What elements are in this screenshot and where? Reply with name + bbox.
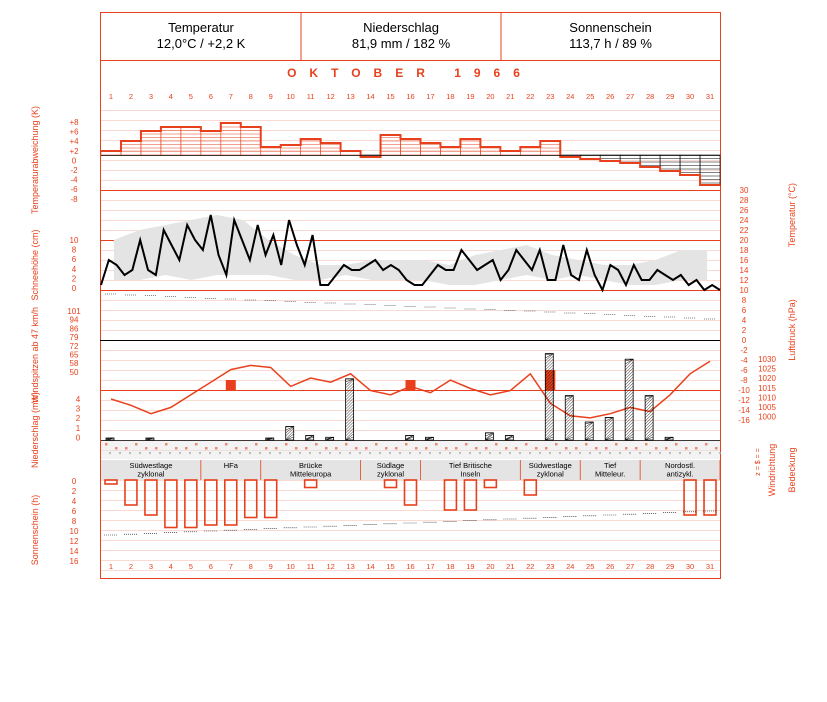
sunshine-bar xyxy=(225,480,237,525)
tick-anomaly: +8 xyxy=(69,118,79,127)
day-label-top: 11 xyxy=(306,92,315,101)
symbol-legend: z = $ = = xyxy=(755,448,762,476)
weather-type-line-2: Inseln xyxy=(460,469,481,479)
header-precipitation-title: Niederschlag xyxy=(363,20,439,35)
day-label-bottom: 20 xyxy=(486,562,495,571)
day-label-bottom: 24 xyxy=(566,562,575,571)
day-label-bottom: 10 xyxy=(286,562,295,571)
temperature-anomaly-panel xyxy=(101,123,720,185)
tick-temp-right: 24 xyxy=(739,216,749,225)
day-label-bottom: 30 xyxy=(685,562,695,571)
tick-sunshine: 4 xyxy=(71,497,77,506)
header-temperature xyxy=(101,12,301,60)
weather-type-line-1: Tief xyxy=(604,461,617,470)
anomaly-bar xyxy=(401,139,421,155)
day-label-bottom: 14 xyxy=(366,562,375,571)
day-label-bottom: 28 xyxy=(645,562,655,571)
tick-wind: 94 xyxy=(69,315,79,325)
day-label-bottom: 9 xyxy=(268,562,273,571)
tick-temp-right: 26 xyxy=(739,206,749,215)
pressure-panel xyxy=(111,361,710,418)
header-temperature-value: 12,0°C / +2,2 K xyxy=(156,36,246,51)
day-label-top: 15 xyxy=(386,92,395,101)
precip-hatch xyxy=(485,433,493,439)
sunshine-bar xyxy=(484,480,496,488)
day-label-bottom: 31 xyxy=(705,562,715,571)
day-label-top: 8 xyxy=(248,92,253,101)
day-label-bottom: 2 xyxy=(128,562,134,571)
weather-type-label xyxy=(224,461,239,470)
weather-type-line-2: zyklonal xyxy=(536,469,564,479)
tick-snow: 0 xyxy=(71,284,77,293)
anomaly-bar xyxy=(640,155,660,167)
day-label-top: 24 xyxy=(566,92,575,101)
day-label-top: 21 xyxy=(506,92,515,101)
ylabel-right-pressure: Luftdruck (hPa) xyxy=(787,299,797,361)
anomaly-bar xyxy=(281,145,301,155)
tick-temp-right-low: 4 xyxy=(741,316,747,325)
day-label-bottom: 29 xyxy=(665,562,675,571)
precip-bar xyxy=(625,359,633,440)
tick-sunshine: 0 xyxy=(71,477,77,486)
header-sunshine-title: Sonnenschein xyxy=(569,20,652,35)
tick-precip: 1 xyxy=(75,423,81,433)
day-label-top: 16 xyxy=(406,92,415,101)
ylabel-wind-gusts: Windspitzen ab 47 km/h xyxy=(30,306,40,404)
tick-wind: 58 xyxy=(69,359,79,369)
day-label-top: 18 xyxy=(446,92,455,101)
sunshine-bar xyxy=(464,480,476,510)
weather-type-line-1: Tief Britische xyxy=(448,461,492,470)
tick-snow: 4 xyxy=(71,264,77,274)
tick-precip: 3 xyxy=(75,404,81,414)
tick-temp-right: 30 xyxy=(739,186,749,195)
ylabel-sunshine: Sonnenschein (h) xyxy=(30,494,40,566)
day-label-top: 2 xyxy=(128,92,134,101)
sunshine-panel xyxy=(104,480,717,535)
day-label-bottom: 21 xyxy=(506,562,515,571)
day-label-top: 29 xyxy=(665,92,675,101)
tick-anomaly: +6 xyxy=(69,127,79,137)
day-label-top: 26 xyxy=(606,92,615,101)
anomaly-bar xyxy=(460,139,480,155)
weather-type-line-1: Brücke xyxy=(298,461,323,470)
day-label-bottom: 17 xyxy=(426,562,435,571)
weather-type-line-2: antizykl. xyxy=(666,469,694,479)
day-label-top: 27 xyxy=(625,92,635,101)
day-label-top: 3 xyxy=(148,92,154,101)
tick-wind: 101 xyxy=(67,307,81,316)
day-label-top: 30 xyxy=(685,92,695,101)
day-label-bottom: 7 xyxy=(228,562,233,571)
day-label-top: 28 xyxy=(645,92,655,101)
tick-pressure: 1005 xyxy=(758,403,776,412)
day-label-bottom: 22 xyxy=(526,562,535,571)
tick-pressure: 1020 xyxy=(758,374,776,384)
tick-anomaly: -2 xyxy=(70,166,78,175)
weather-type-line-1: Südlage xyxy=(376,461,405,470)
anomaly-bar xyxy=(321,143,341,155)
day-label-bottom: 6 xyxy=(208,562,213,571)
sunshine-bar xyxy=(145,480,157,515)
day-label-bottom: 3 xyxy=(148,562,154,571)
wind-cloud-dots xyxy=(101,441,721,459)
tick-temp-right-low: -8 xyxy=(740,376,748,385)
tick-temp-right-low: -16 xyxy=(738,416,750,425)
day-label-top: 17 xyxy=(426,92,435,101)
tick-pressure: 1025 xyxy=(758,364,776,374)
tick-temp-right: 18 xyxy=(739,246,749,255)
day-label-bottom: 19 xyxy=(466,562,475,571)
ylabel-cloud-cover: Bedeckung xyxy=(787,447,797,493)
tick-temp-right-low: -12 xyxy=(738,396,750,405)
sunshine-bar xyxy=(444,480,456,510)
tick-temp-right: 16 xyxy=(739,256,749,265)
wind-gust-marker xyxy=(406,380,416,390)
weather-type-line-2: zyklonal xyxy=(137,469,165,479)
sunshine-bar xyxy=(405,480,417,505)
anomaly-bar xyxy=(680,155,700,175)
weather-type-band xyxy=(101,460,720,480)
tick-wind: 65 xyxy=(69,350,79,360)
tick-temp-right: 14 xyxy=(739,266,749,275)
header-sunshine-value: 113,7 h / 89 % xyxy=(569,36,652,51)
day-label-top: 6 xyxy=(208,92,213,101)
anomaly-bar xyxy=(420,143,440,155)
ylabel-temperature-anomaly: Temperaturabweichung (K) xyxy=(30,105,40,215)
sunshine-bar xyxy=(385,480,397,488)
precip-hatch xyxy=(485,433,493,436)
sunshine-bar xyxy=(265,480,277,518)
day-label-top: 23 xyxy=(546,92,555,101)
sunshine-bar xyxy=(524,480,536,495)
day-label-bottom: 15 xyxy=(386,562,395,571)
sunshine-bar xyxy=(704,480,716,515)
tick-snow: 2 xyxy=(71,274,77,284)
day-label-top: 14 xyxy=(366,92,375,101)
day-label-bottom: 13 xyxy=(346,562,355,571)
sunshine-bar xyxy=(245,480,257,518)
day-label-top: 31 xyxy=(705,92,715,101)
day-label-bottom: 16 xyxy=(406,562,415,571)
day-label-top: 1 xyxy=(108,92,114,101)
tick-anomaly: -4 xyxy=(70,175,78,185)
tick-temp-right-low: -14 xyxy=(738,406,750,415)
header-precipitation xyxy=(301,12,501,60)
tick-temp-right: 20 xyxy=(739,236,749,245)
tick-anomaly: +2 xyxy=(69,146,79,156)
tick-sunshine: 10 xyxy=(69,527,79,536)
anomaly-bar xyxy=(301,139,321,155)
header-precipitation-value: 81,9 mm / 182 % xyxy=(351,36,451,51)
day-label-top: 12 xyxy=(326,92,335,101)
sunshine-bar xyxy=(125,480,137,505)
tick-precip: 4 xyxy=(75,395,81,404)
tick-temp-right: 22 xyxy=(739,226,749,235)
day-label-bottom: 5 xyxy=(188,562,193,571)
tick-anomaly: +4 xyxy=(69,137,79,147)
weather-type-line-1: HFa xyxy=(223,461,238,470)
day-label-top: 20 xyxy=(486,92,495,101)
weather-type-line-2: Mitteleur. xyxy=(594,469,626,479)
day-label-bottom: 12 xyxy=(326,562,335,571)
precipitation-panel xyxy=(101,354,720,441)
tick-sunshine: 2 xyxy=(71,487,77,496)
weather-type-line-2: Mitteleuropa xyxy=(290,469,332,479)
tick-temp-right-low: -10 xyxy=(738,386,750,395)
tick-snow: 8 xyxy=(71,245,77,255)
sunshine-bar xyxy=(305,480,317,488)
tick-temp-right: 10 xyxy=(739,286,749,295)
day-label-top: 9 xyxy=(268,92,273,101)
tick-snow: 6 xyxy=(71,255,77,265)
day-label-bottom: 18 xyxy=(446,562,455,571)
tick-sunshine: 16 xyxy=(69,557,79,566)
day-label-bottom: 26 xyxy=(606,562,615,571)
day-label-top: 13 xyxy=(346,92,355,101)
day-label-top: 25 xyxy=(586,92,595,101)
tick-pressure: 1015 xyxy=(758,383,776,393)
dots-band xyxy=(101,441,720,459)
tick-wind: 79 xyxy=(69,333,79,343)
weather-type-line-1: Südwestlage xyxy=(528,461,572,470)
tick-pressure: 1000 xyxy=(758,412,776,422)
day-label-bottom: 4 xyxy=(168,562,173,571)
anomaly-outline xyxy=(101,123,720,185)
tick-temp-right-low: 0 xyxy=(741,336,747,345)
header-temperature-title: Temperatur xyxy=(168,20,234,35)
day-label-bottom: 25 xyxy=(586,562,595,571)
tick-temp-right: 28 xyxy=(739,196,749,205)
sunshine-bar xyxy=(205,480,217,525)
precip-hatch xyxy=(485,437,493,440)
header-sunshine xyxy=(501,12,720,60)
precip-bar xyxy=(346,379,354,440)
tick-temp-right-low: 2 xyxy=(741,326,747,335)
tick-sunshine: 14 xyxy=(69,547,79,556)
tick-snow: 10 xyxy=(69,236,79,245)
month-title: OKTOBER 1966 xyxy=(287,66,533,80)
day-label-bottom: 23 xyxy=(546,562,555,571)
day-label-bottom: 1 xyxy=(108,562,114,571)
tick-sunshine: 6 xyxy=(71,507,77,516)
weather-type-line-2: zyklonal xyxy=(376,469,405,479)
day-label-top: 5 xyxy=(188,92,193,101)
day-label-bottom: 27 xyxy=(625,562,635,571)
tick-pressure: 1030 xyxy=(758,355,776,364)
ylabel-precipitation: Niederschlag (mm) xyxy=(30,391,40,469)
ylabel-snow-depth: Schneehöhe (cm) xyxy=(30,229,40,301)
precip-hatch xyxy=(485,434,493,440)
tick-temp-right-low: -2 xyxy=(740,346,748,355)
tick-anomaly: -8 xyxy=(70,194,78,204)
tick-sunshine: 12 xyxy=(69,537,79,546)
day-label-top: 22 xyxy=(526,92,535,101)
day-label-top: 10 xyxy=(286,92,295,101)
tick-anomaly: -6 xyxy=(70,185,78,195)
anomaly-bar xyxy=(660,155,680,171)
tick-temp-right-low: 8 xyxy=(741,296,747,305)
tick-wind: 72 xyxy=(69,341,79,351)
ylabel-wind-direction: Windrichtung xyxy=(767,443,777,497)
day-label-top: 4 xyxy=(168,92,173,101)
tick-pressure: 1010 xyxy=(758,393,776,403)
tick-precip: 0 xyxy=(75,433,81,443)
sunshine-bar xyxy=(684,480,696,515)
tick-temp-right-low: 6 xyxy=(741,306,747,315)
tick-temp-right-low: -6 xyxy=(740,366,748,375)
tick-temp-right-low: -4 xyxy=(740,356,748,365)
weather-type-label xyxy=(377,461,405,479)
tick-wind: 50 xyxy=(69,367,79,377)
day-label-top: 7 xyxy=(228,92,233,101)
sunshine-bar xyxy=(105,480,117,484)
ylabel-right-temperature: Temperatur (°C) xyxy=(787,182,797,248)
day-label-bottom: 8 xyxy=(248,562,253,571)
anomaly-bar xyxy=(381,135,401,155)
weather-type-label xyxy=(665,461,695,479)
weather-type-line-1: Nordostl. xyxy=(665,461,696,470)
tick-sunshine: 8 xyxy=(71,517,77,526)
wind-gust-marker xyxy=(226,380,236,390)
day-label-top: 19 xyxy=(466,92,475,101)
tick-wind: 86 xyxy=(69,324,79,334)
day-label-bottom: 11 xyxy=(306,562,315,571)
weather-type-row xyxy=(101,460,720,480)
tick-temp-right: 12 xyxy=(739,276,749,285)
weather-type-line-1: Südwestlage xyxy=(129,461,173,470)
tick-anomaly: 0 xyxy=(71,156,77,166)
tick-precip: 2 xyxy=(75,414,81,424)
